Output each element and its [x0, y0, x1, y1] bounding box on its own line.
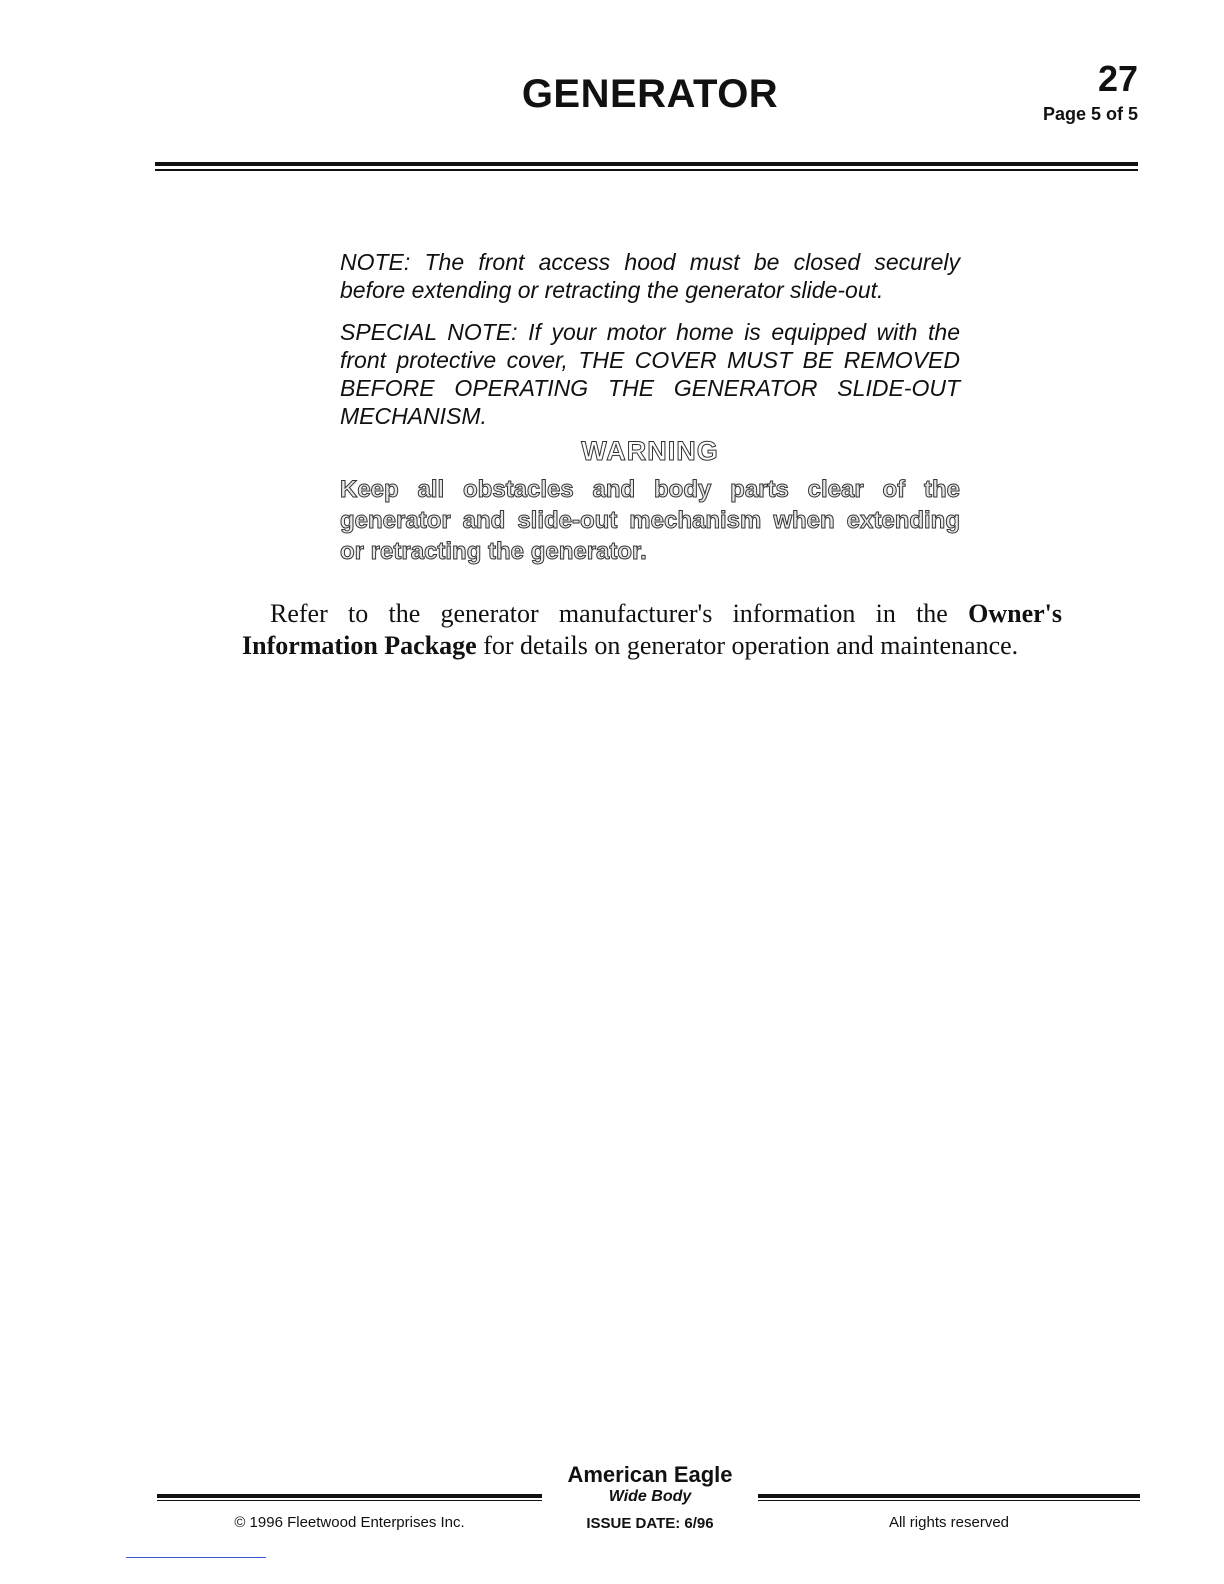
footer-copyright: © 1996 Fleetwood Enterprises Inc.: [234, 1514, 465, 1531]
warning-text: Keep all obstacles and body parts clear of the generator and slide-out mechanism when extending or retracting the generator.: [340, 476, 960, 565]
header-divider: [155, 162, 1138, 171]
reference-text-end: for details on generator operation and maintenance.: [476, 631, 1019, 660]
footer-brand: American Eagle: [567, 1462, 733, 1487]
notes-block: [340, 248, 960, 444]
special-note-text: SPECIAL NOTE: If your motor home is equipped with the front protective cover, THE COVER MUST BE REMOVED BEFORE OPERATING THE GENERATOR SLIDE-OUT MECHANISM.: [340, 319, 960, 429]
footer-model: Wide Body: [608, 1488, 692, 1505]
page-indicator: Page 5 of 5: [1042, 104, 1138, 124]
reference-paragraph: [242, 598, 1062, 662]
footer-divider-left: [157, 1494, 542, 1501]
footer-divider-right: [758, 1494, 1140, 1501]
footer-rights: All rights reserved: [888, 1514, 1010, 1531]
page-title: GENERATOR: [521, 72, 779, 116]
reference-text-start: Refer to the generator manufacturer's information in the: [270, 599, 969, 628]
owners-info-package: Owner's Information Package: [242, 599, 1062, 660]
warning-heading: WARNING: [581, 436, 719, 466]
note-text: NOTE: The front access hood must be closed securely before extending or retracting the generator slide-out.: [340, 249, 960, 303]
scan-mark: [126, 1557, 266, 1558]
section-number: 27: [1097, 58, 1138, 99]
footer-issue-date: ISSUE DATE: 6/96: [586, 1515, 714, 1532]
